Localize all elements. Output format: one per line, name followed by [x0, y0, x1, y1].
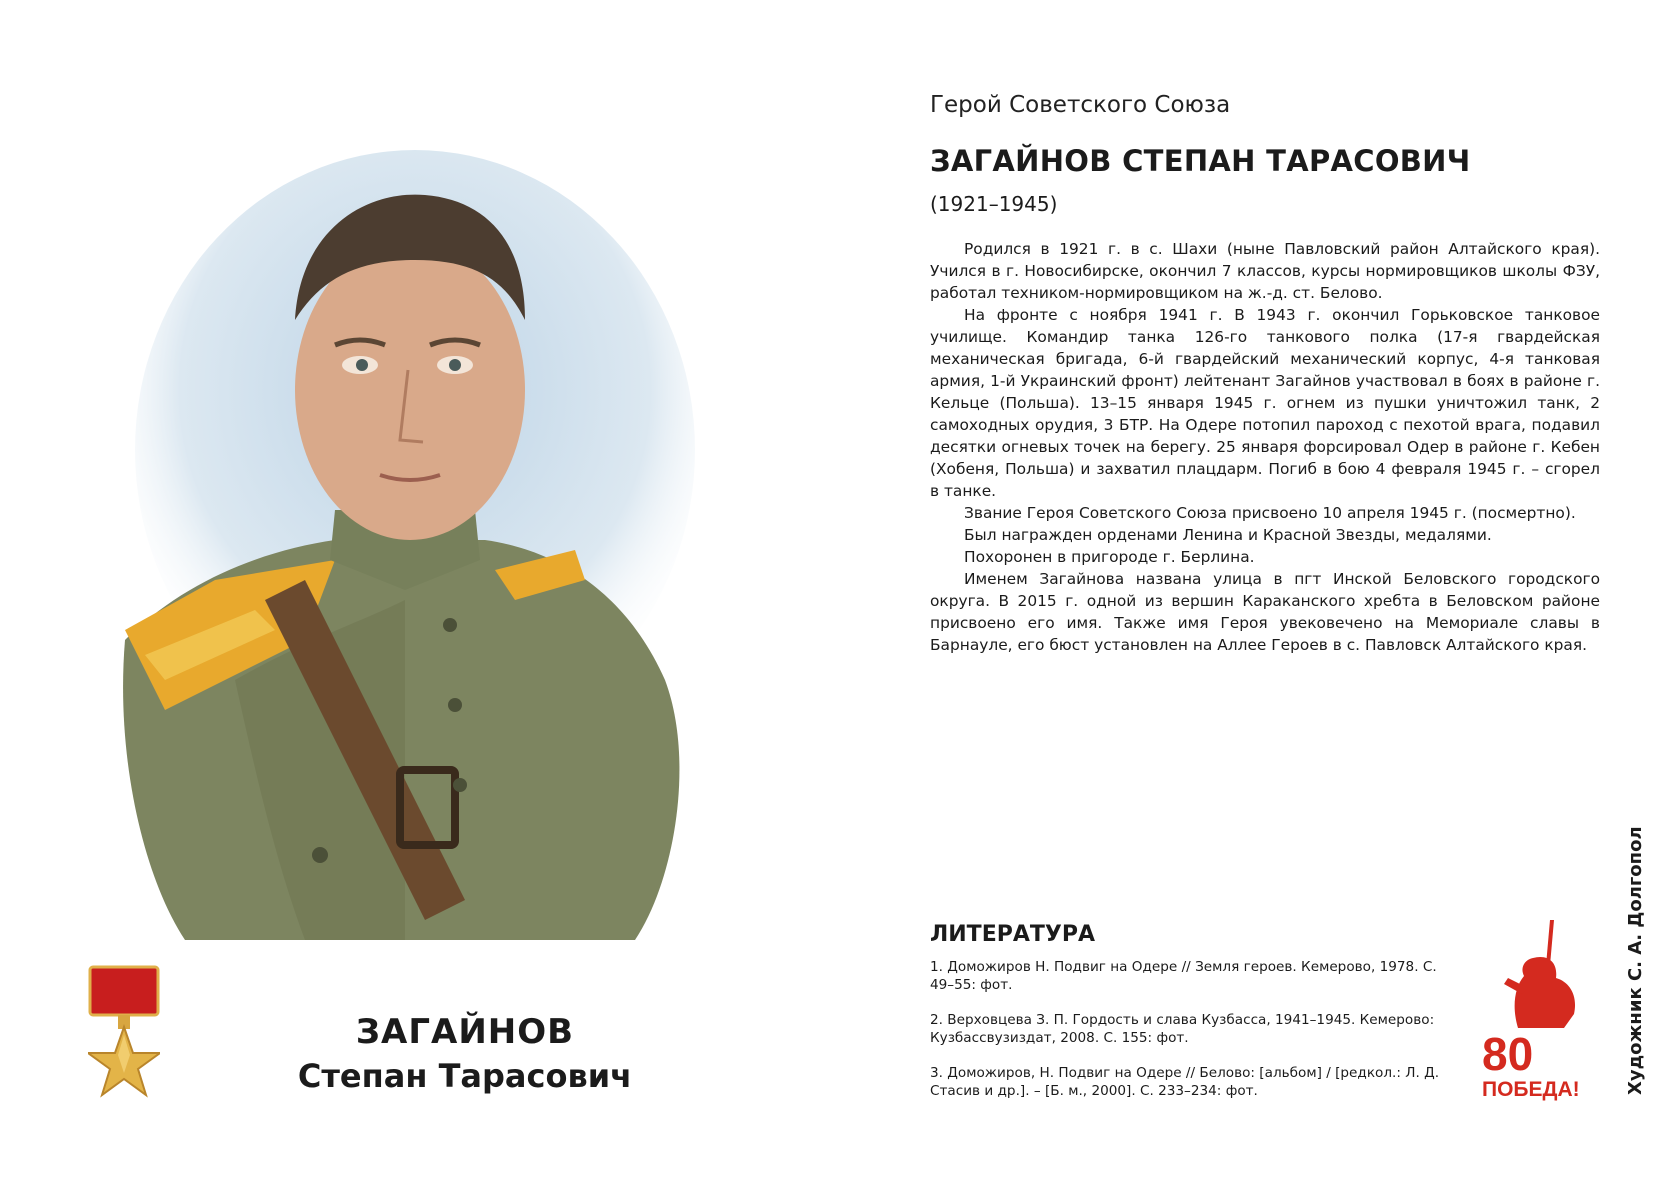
bio-paragraph: Именем Загайнова названа улица в пгт Инской Беловского городского округа. В 2015 г. одной из вершин Караканского хребта в Беловском районе присвоено его имя. Также имя Героя увековечено на Мемориале славы в Барнауле, его бюст установлен на Аллее Героев в с. Павловск Алтайского края.: [930, 570, 1600, 654]
caption-given-names: Степан Тарасович: [297, 1057, 633, 1095]
victory-80-logo: [1478, 918, 1588, 1102]
literature-heading: ЛИТЕРАТУРА: [930, 922, 1095, 947]
hero-title-kicker: Герой Советского Союза: [930, 92, 1231, 118]
artist-credit: Художник С. А. Долгопол: [1625, 826, 1646, 1095]
logo-number: 80: [1482, 1028, 1534, 1080]
literature-item: 2. Верховцева З. П. Гордость и слава Кузбасса, 1941–1945. Кемерово: Кузбассвузиздат, 2008. С. 155: фот.: [930, 1012, 1435, 1046]
bio-paragraph: Похоронен в пригороде г. Берлина.: [964, 548, 1255, 566]
bio-paragraph: Звание Героя Советского Союза присвоено 10 апреля 1945 г. (посмертно).: [964, 504, 1576, 522]
hero-portrait-illustration: [105, 120, 705, 950]
caption-surname: ЗАГАЙНОВ: [355, 1012, 575, 1052]
gold-star-medal-icon: [88, 965, 160, 1103]
hero-name-caption: [230, 1010, 700, 1098]
literature-list: [930, 958, 1450, 1117]
bio-paragraph: На фронте с ноября 1941 г. В 1943 г. окончил Горьковское танковое училище. Командир танка 126-го танкового полка (17-я гвардейская механическая бригада, 6-й гвардейский механический корпус, 4-я танковая армия, 1-й Украинский фронт) лейтенант Загайнов участвовал в боях в районе г. Кельце (Польша). 13–15 января 1945 г. огнем из пушки уничтожил танк, 2 самоходных орудия, 3 БТР. На Одере потопил пароход с пехотой врага, подавил десятки огневых точек на берегу. 25 января форсировал Одер в районе г. Кебен (Хобеня, Польша) и захватил плацдарм. Погиб в бою 4 февраля 1945 г. – сгорел в танке.: [930, 306, 1600, 500]
biography-text: [930, 238, 1600, 656]
literature-item: 1. Доможиров Н. Подвиг на Одере // Земля героев. Кемерово, 1978. С. 49–55: фот.: [930, 959, 1437, 993]
literature-item: 3. Доможиров, Н. Подвиг на Одере // Белово: [альбом] / [редкол.: Л. Д. Стасив и др.]. – [Б. м., 2000]. С. 233–234: фот.: [930, 1065, 1440, 1099]
bio-paragraph: Родился в 1921 г. в с. Шахи (ныне Павловский район Алтайского края). Учился в г. Новосибирске, окончил 7 классов, курсы нормировщиков школы ФЗУ, работал техником-нормировщиком на ж.-д. ст. Белово.: [930, 240, 1600, 302]
hero-full-name: ЗАГАЙНОВ СТЕПАН ТАРАСОВИЧ: [930, 144, 1471, 178]
logo-text: ПОБЕДА!: [1482, 1078, 1580, 1101]
bio-paragraph: Был награжден орденами Ленина и Красной Звезды, медалями.: [964, 526, 1492, 544]
life-years: (1921–1945): [930, 192, 1058, 216]
